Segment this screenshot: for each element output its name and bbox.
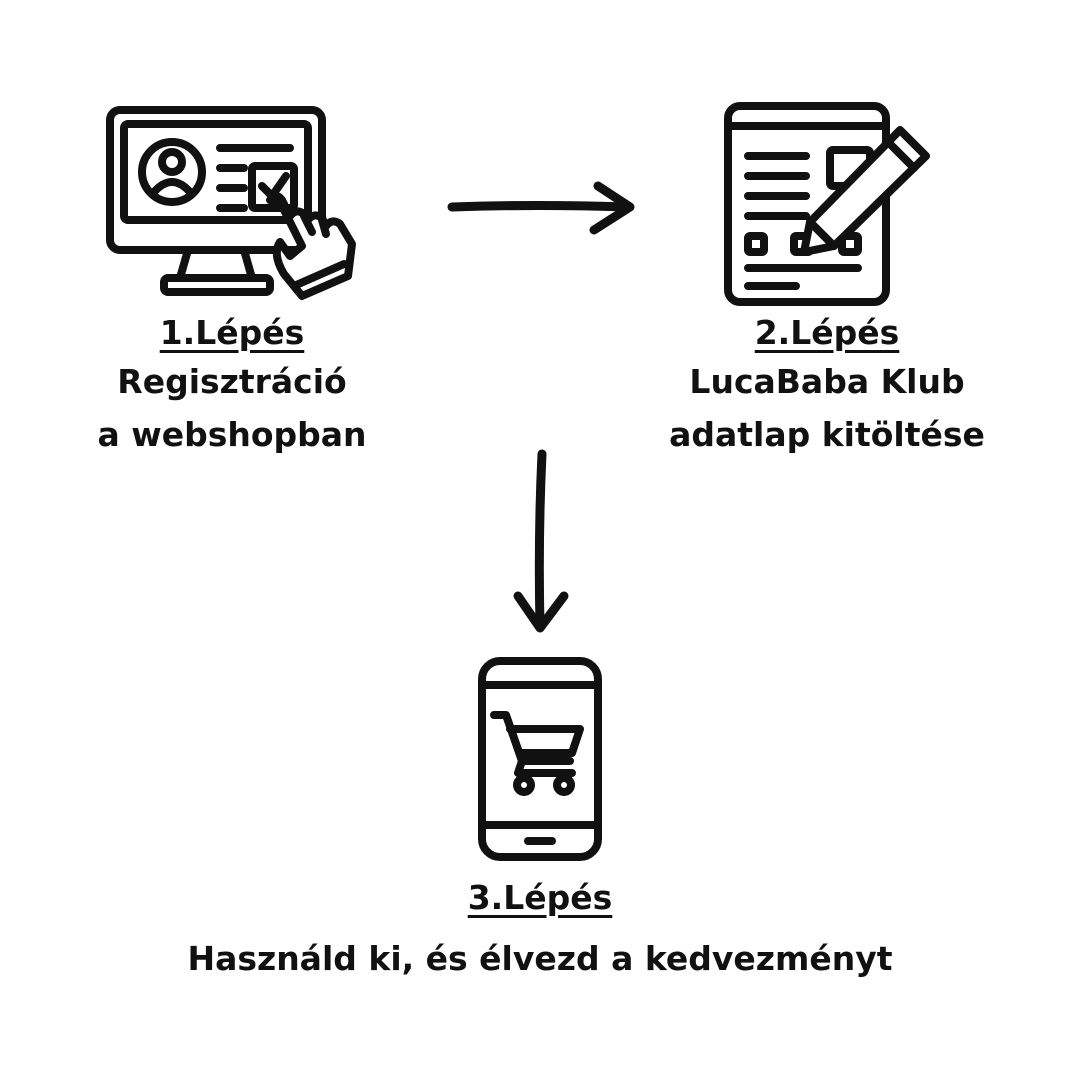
step-2-line-2: adatlap kitöltése [669,415,985,454]
arrow-down-icon [508,448,572,634]
step-2 [637,313,1017,461]
step-1-line-1: Regisztráció [117,362,347,401]
monitor-registration-icon [104,104,360,304]
step-1-line-2: a webshopban [97,415,367,454]
step-1 [62,313,402,461]
arrow-right-icon [448,180,638,236]
form-pencil-icon [722,100,932,306]
step-3 [120,878,960,985]
step-3-line-1: Használd ki, és élvezd a kedvezményt [187,939,893,978]
phone-cart-icon [478,657,602,861]
step-2-title: 2.Lépés [754,313,900,352]
step-3-title: 3.Lépés [467,878,613,917]
step-1-title: 1.Lépés [159,313,305,352]
step-2-line-1: LucaBaba Klub [689,362,965,401]
